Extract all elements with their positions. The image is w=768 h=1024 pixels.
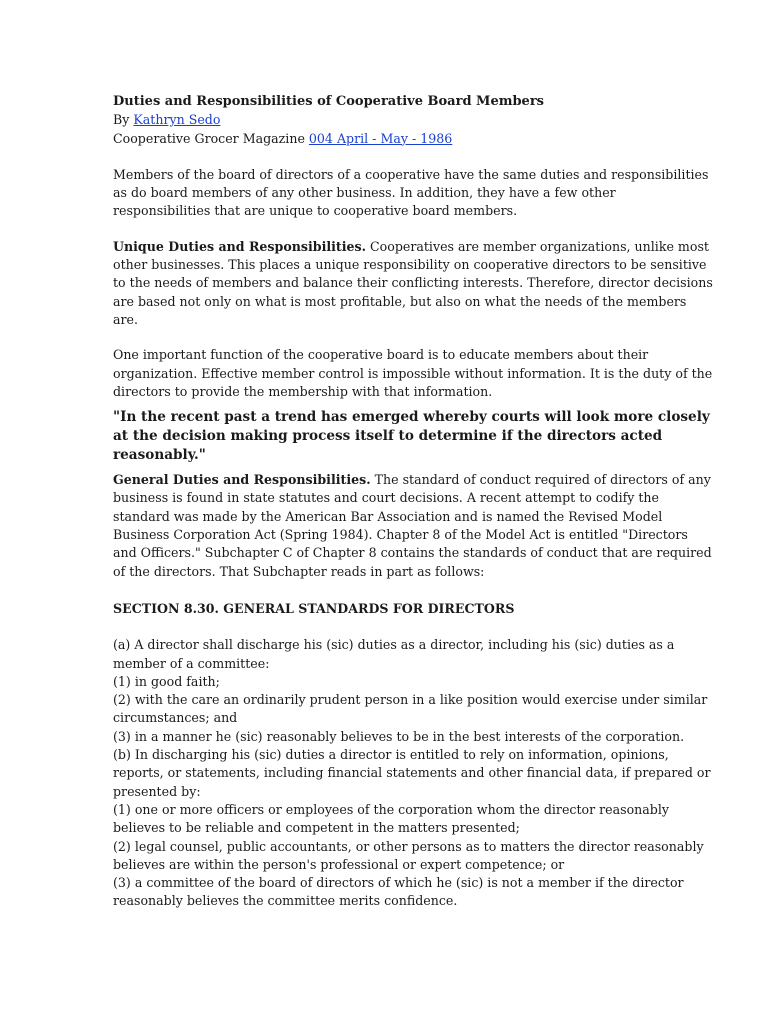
section-line: (3) a committee of the board of directors of which he (sic) is not a member if the director reasonably believes the committee merits confidence. bbox=[113, 875, 684, 909]
intro-paragraph: Members of the board of directors of a cooperative have the same duties and responsibilities as do board members of any other business. In addition, they have a few other responsibilities that are unique to cooperative board members. bbox=[113, 166, 709, 219]
general-duties-heading: General Duties and Responsibilities. bbox=[113, 472, 371, 488]
unique-duties-body: Cooperatives are member organizations, unlike most other businesses. This places a unique responsibility on cooperative directors to be sensitive to the needs of members and balance their conflicting interests. Therefore, director decisions are based not only on what is most profitable, but also on what the needs of the members are. bbox=[113, 238, 713, 327]
unique-duties-heading: Unique Duties and Responsibilities. bbox=[113, 238, 367, 254]
publication-line bbox=[113, 130, 713, 148]
byline bbox=[113, 111, 713, 129]
section-line: (1) one or more officers or employees of the corporation whom the director reasonably believes to be reliable and competent in the matters presented; bbox=[113, 801, 669, 836]
byline-prefix: By bbox=[113, 112, 134, 128]
section-heading: SECTION 8.30. GENERAL STANDARDS FOR DIRECTORS bbox=[113, 600, 515, 616]
pull-quote: "In the recent past a trend has emerged whereby courts will look more closely at the decision making process itself to determine if the directors acted reasonably." bbox=[113, 409, 710, 464]
document-page bbox=[113, 93, 713, 911]
section-line: (a) A director shall discharge his (sic) duties as a director, including his (sic) duties as a member of a committee: bbox=[113, 637, 675, 671]
section-line: (2) legal counsel, public accountants, or other persons as to matters the director reasonably believes are within the person's professional or expert competence; or bbox=[113, 838, 704, 872]
issue-link[interactable]: 004 April - May - 1986 bbox=[308, 130, 453, 146]
unique-duties-paragraph bbox=[113, 238, 713, 329]
educate-paragraph: One important function of the cooperative board is to educate members about their organization. Effective member control is impossible without information. It is the duty of the directors to provide the membership with that information. bbox=[113, 347, 713, 399]
general-duties-paragraph bbox=[113, 471, 713, 581]
section-line: (1) in good faith; bbox=[113, 673, 220, 689]
section-line: (2) with the care an ordinarily prudent person in a like position would exercise under similar circumstances; and bbox=[113, 692, 708, 726]
section-line: (b) In discharging his (sic) duties a director is entitled to rely on information, opinions, reports, or statements, including financial statements and other financial data, if prepared or presented by: bbox=[113, 747, 711, 799]
author-link[interactable]: Kathryn Sedo bbox=[133, 112, 221, 128]
section-text bbox=[113, 636, 713, 910]
publication-name: Cooperative Grocer Magazine bbox=[113, 130, 309, 146]
general-duties-body: The standard of conduct required of directors of any business is found in state statutes and court decisions. A recent attempt to codify the standard was made by the American Bar Association and is named the Revised Model Business Corporation Act (Spring 1984). Chapter 8 of the Model Act is entitled "Directors and Officers." Subchapter C of Chapter 8 contains the standards of conduct that are required of the directors. That Subchapter reads in part as follows: bbox=[113, 472, 712, 579]
section-line: (3) in a manner he (sic) reasonably believes to be in the best interests of the corporation. bbox=[113, 728, 685, 744]
article-title: Duties and Responsibilities of Cooperative Board Members bbox=[113, 94, 544, 109]
